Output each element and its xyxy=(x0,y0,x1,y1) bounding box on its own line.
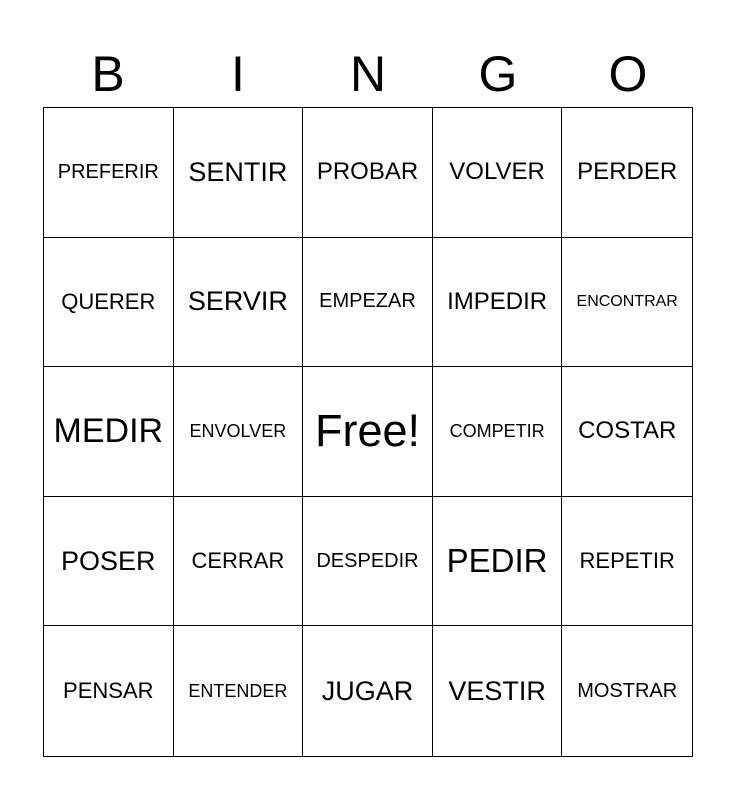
bingo-cell[interactable]: COSTAR xyxy=(562,367,692,497)
bingo-cell[interactable]: JUGAR xyxy=(303,626,433,756)
bingo-cell[interactable]: PROBAR xyxy=(303,108,433,238)
bingo-cell[interactable]: IMPEDIR xyxy=(433,238,563,368)
bingo-cell[interactable]: COMPETIR xyxy=(433,367,563,497)
bingo-header xyxy=(43,40,693,108)
header-letter-n: N xyxy=(349,46,387,102)
bingo-cell[interactable]: VOLVER xyxy=(433,108,563,238)
bingo-cell[interactable]: PERDER xyxy=(562,108,692,238)
bingo-cell[interactable]: QUERER xyxy=(44,238,174,368)
bingo-cell[interactable]: PREFERIR xyxy=(44,108,174,238)
bingo-cell[interactable]: POSER xyxy=(44,497,174,627)
bingo-cell[interactable]: PENSAR xyxy=(44,626,174,756)
bingo-cell[interactable]: SERVIR xyxy=(174,238,304,368)
header-letter-i: I xyxy=(231,46,245,102)
header-letter-b: B xyxy=(91,46,125,102)
bingo-cell[interactable]: ENTENDER xyxy=(174,626,304,756)
bingo-cell[interactable]: SENTIR xyxy=(174,108,304,238)
bingo-cell[interactable]: EMPEZAR xyxy=(303,238,433,368)
bingo-cell[interactable]: PEDIR xyxy=(433,497,563,627)
bingo-cell[interactable]: ENVOLVER xyxy=(174,367,304,497)
free-space-cell[interactable]: Free! xyxy=(303,367,433,497)
bingo-cell[interactable]: DESPEDIR xyxy=(303,497,433,627)
bingo-cell[interactable]: MEDIR xyxy=(44,367,174,497)
header-letter-o: O xyxy=(608,46,648,102)
bingo-cell[interactable]: VESTIR xyxy=(433,626,563,756)
header-letter-g: G xyxy=(478,46,518,102)
bingo-cell[interactable]: CERRAR xyxy=(174,497,304,627)
bingo-cell[interactable]: MOSTRAR xyxy=(577,679,678,702)
bingo-cell[interactable]: REPETIR xyxy=(562,497,692,627)
bingo-cell[interactable]: ENCONTRAR xyxy=(562,238,692,368)
bingo-board xyxy=(43,107,693,757)
